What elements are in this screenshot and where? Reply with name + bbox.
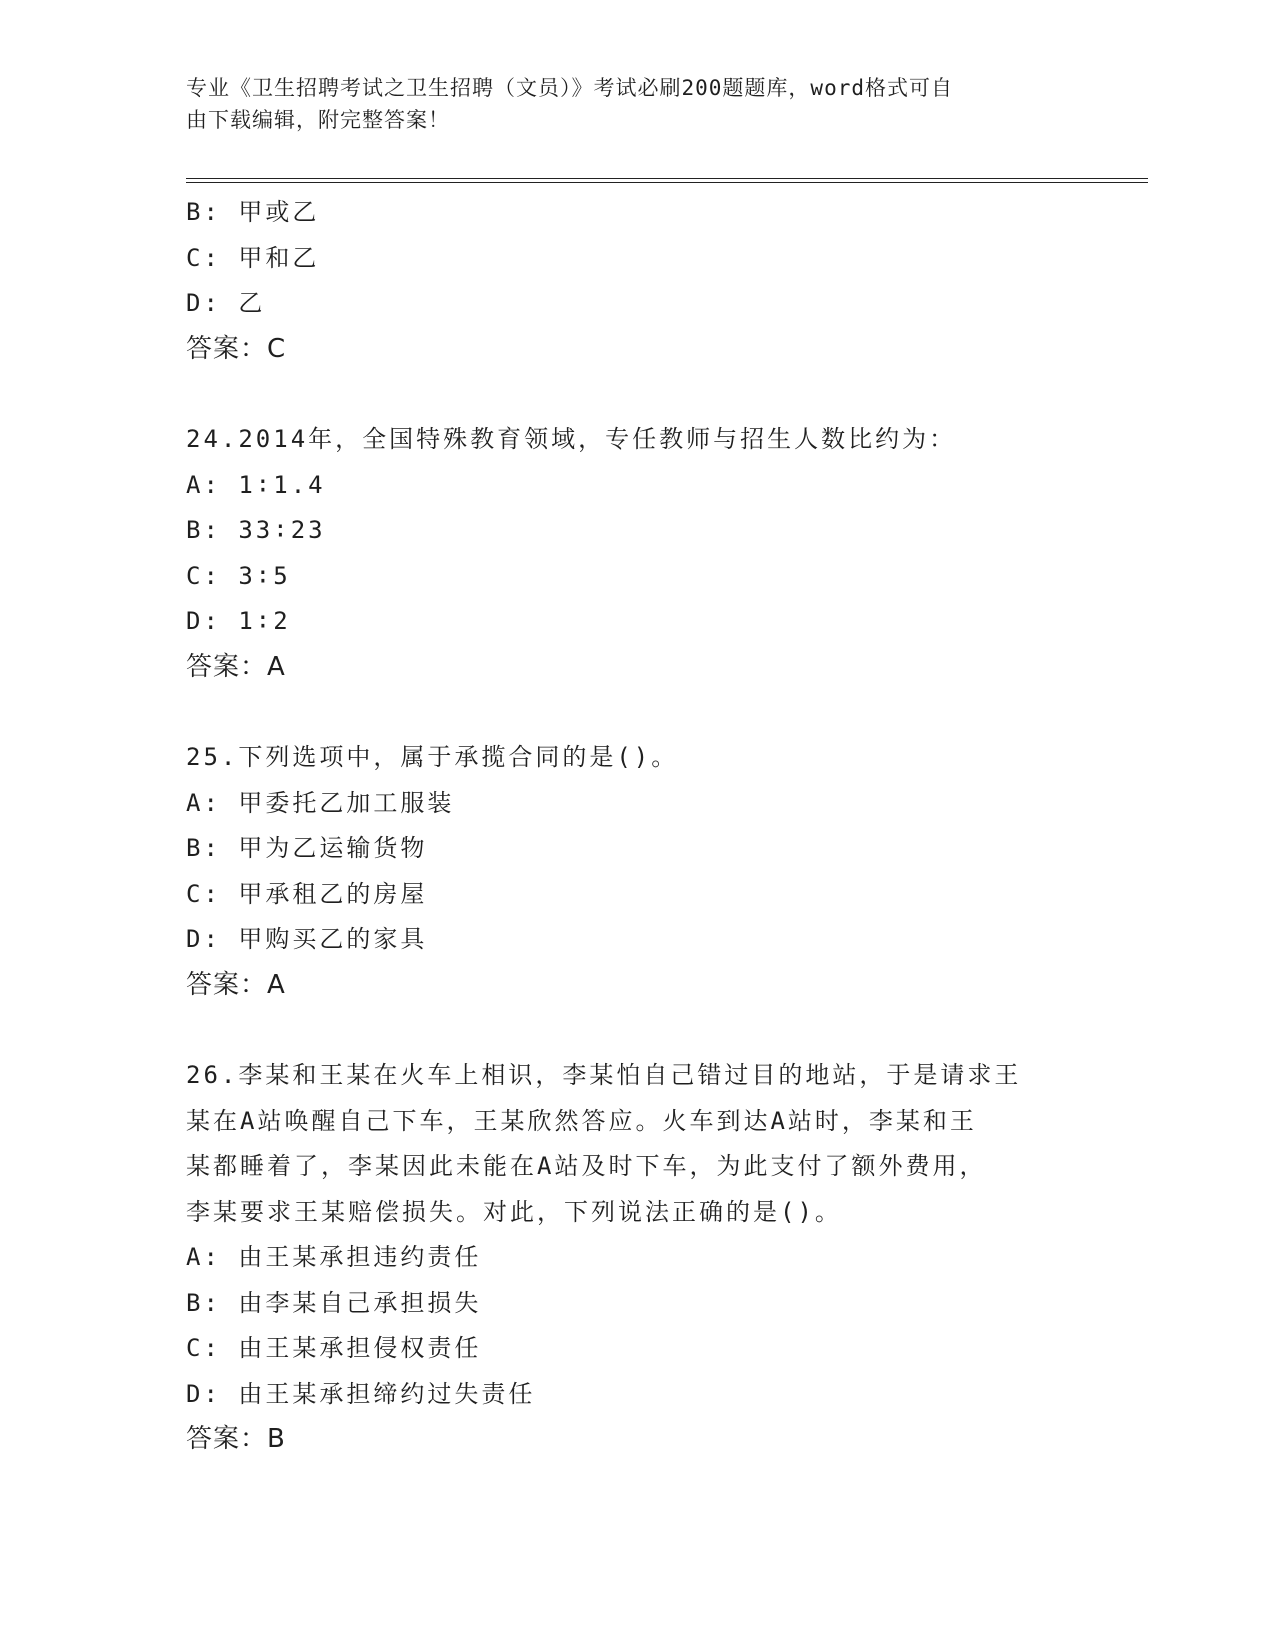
option-c: C: 3∶5	[186, 561, 291, 590]
page-header	[186, 72, 1076, 136]
spacer	[186, 1008, 1086, 1053]
answer-line: 答案：B	[186, 1424, 286, 1454]
spacer	[186, 372, 1086, 417]
answer-line: 答案：A	[186, 651, 286, 682]
option-b: B: 甲或乙	[186, 198, 320, 226]
question-26	[186, 1053, 1086, 1463]
header-line-2: 由下载编辑，附完整答案！	[186, 108, 450, 132]
option-c: C: 甲和乙	[186, 243, 320, 272]
question-stem-line-2: 某在A站唤醒自己下车，王某欣然答应。火车到达A站时，李某和王	[186, 1106, 977, 1135]
header-divider-bottom	[186, 182, 1148, 183]
option-d: D: 乙	[186, 289, 266, 317]
answer-line: 答案：A	[186, 969, 286, 1000]
option-d: D: 由王某承担缔约过失责任	[186, 1379, 536, 1408]
question-stem: 24.2014年，全国特殊教育领域，专任教师与招生人数比约为：	[186, 425, 957, 453]
header-divider-top	[186, 178, 1148, 179]
option-b: B: 甲为乙运输货物	[186, 834, 428, 862]
option-a: A: 由王某承担违约责任	[186, 1243, 482, 1271]
option-a: A: 1∶1.4	[186, 470, 326, 499]
option-b: B: 33∶23	[186, 516, 326, 544]
spacer	[186, 690, 1086, 735]
answer-line: 答案：C	[186, 333, 287, 364]
option-b: B: 由李某自己承担损失	[186, 1288, 482, 1317]
question-stem-line-1: 26.李某和王某在火车上相识，李某怕自己错过目的地站，于是请求王	[186, 1061, 1022, 1089]
question-25	[186, 735, 1086, 1008]
option-d: D: 甲购买乙的家具	[186, 925, 428, 953]
option-c: C: 甲承租乙的房屋	[186, 879, 428, 908]
question-23-continued	[186, 190, 1086, 372]
question-24	[186, 417, 1086, 690]
question-stem: 25.下列选项中，属于承揽合同的是()。	[186, 743, 679, 771]
option-c: C: 由王某承担侵权责任	[186, 1334, 482, 1362]
header-line-1: 专业《卫生招聘考试之卫生招聘（文员）》考试必刷200题题库，word格式可自	[186, 76, 953, 100]
question-stem-line-3: 某都睡着了，李某因此未能在A站及时下车，为此支付了额外费用，	[186, 1152, 987, 1180]
question-stem-line-4: 李某要求王某赔偿损失。对此，下列说法正确的是()。	[186, 1197, 842, 1226]
question-list	[186, 190, 1086, 1463]
option-d: D: 1∶2	[186, 607, 291, 635]
option-a: A: 甲委托乙加工服装	[186, 788, 455, 817]
